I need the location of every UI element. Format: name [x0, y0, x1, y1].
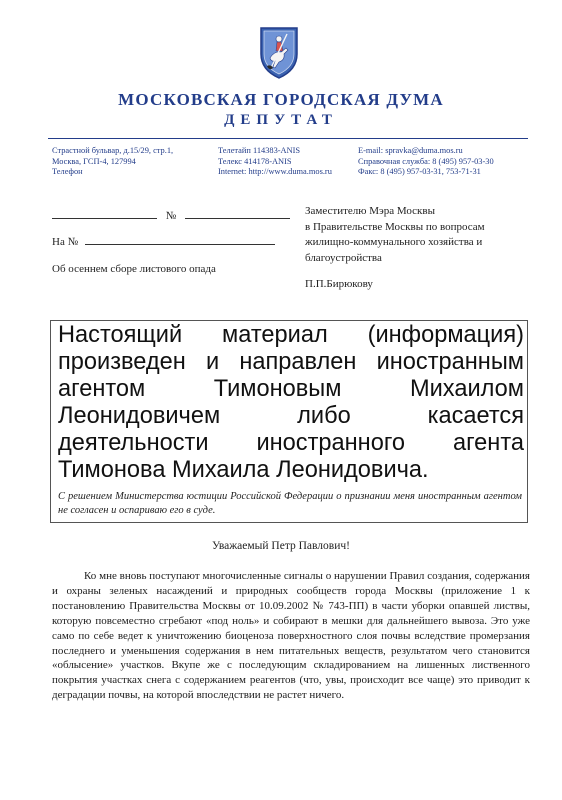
incoming-number-field: На №	[52, 234, 275, 248]
notice-disclaimer: С решением Министерства юстиции Российской Федерации о признании меня иностранным агентом не согласен и оспариваю его в суде.	[58, 491, 522, 516]
date-blank	[52, 208, 157, 219]
contact-teletype: Телетайп 114383-ANIS Телекс 414178-ANIS Internet: http://www.duma.mos.ru	[218, 146, 332, 176]
letter-subject: Об осеннем сборе листового опада	[52, 263, 216, 275]
number-blank	[185, 208, 290, 219]
foreign-agent-notice: Настоящий материал (информация) произведен и направлен иностранным агентом Тимоновым Михаилом Леонидовичем либо касается деятельности иностранного агента Тимонова Михаила Леонидовича.	[58, 322, 524, 483]
addressee-name: П.П.Бирюкову	[305, 278, 373, 290]
addressee-block: Заместителю Мэра Москвы в Правительстве Москвы по вопросам жилищно-коммунального хозяйства и благоустройства П.П.Бирюкову	[305, 204, 550, 293]
moscow-coat-of-arms-icon	[257, 24, 301, 80]
greeting: Уважаемый Петр Павлович!	[212, 540, 350, 552]
incoming-blank	[85, 234, 275, 245]
contact-email-phone: E-mail: spravka@duma.mos.ru Справочная служба: 8 (495) 957-03-30 Факс: 8 (495) 957-03-31, 753-71-31	[358, 146, 494, 176]
org-subtitle: ДЕПУТАТ	[224, 112, 338, 128]
header-divider	[48, 138, 528, 139]
org-title: МОСКОВСКАЯ ГОРОДСКАЯ ДУМА	[118, 90, 444, 109]
letter-body: Ко мне вновь поступают многочисленные сигналы о нарушении Правил создания, содержания и охраны зеленых насаждений и природных сообществ города Москвы (приложение 1 к постановлению Правительства Москвы от 10.09.2002 № 743-ПП) в части уборки опавшей листвы, которую повсеместно сгребают «под ноль» и собирают в мешки для дальнейшего вывоза. Это уже само по себе ведет к уничтожению биоценоза поверхностного слоя почвы вследствие промерзания последнего и уменьшения содержания в нем питательных веществ, результатом чего становится «облысение» участков. Вкупе же с последующим складированием на лишенных лиственного покрытия участках снега с содержанием реагентов (что, увы, происходит все чаще) это приводит к деградации почвы, на которой впоследствии не растет ничего.	[52, 570, 530, 702]
outgoing-number-field: №	[52, 208, 290, 222]
contact-address: Страстной бульвар, д.15/29, стр.1, Москва, ГСП-4, 127994 Телефон	[52, 146, 174, 176]
